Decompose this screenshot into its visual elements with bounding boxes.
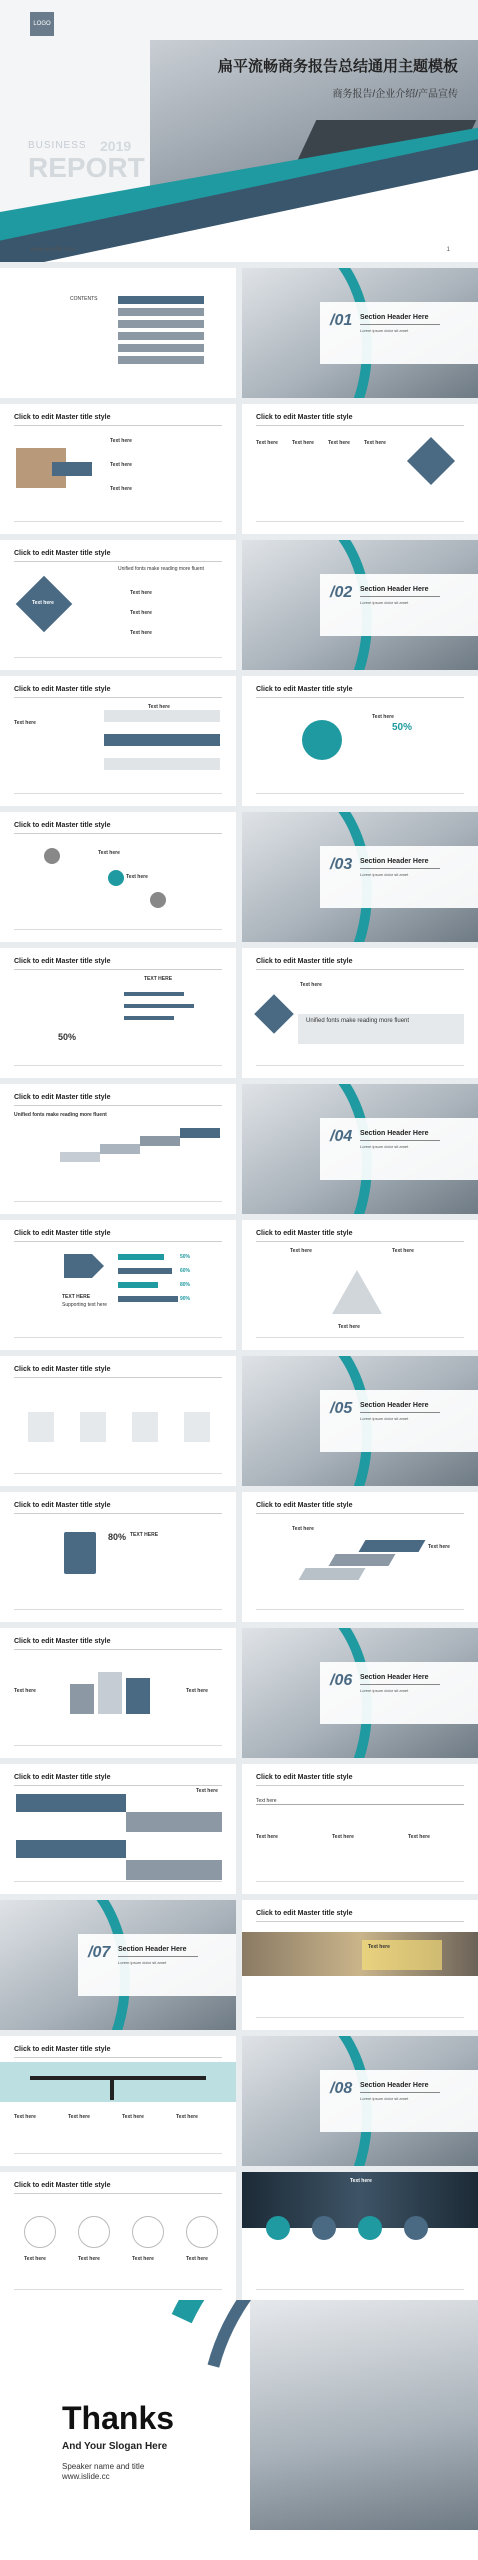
cover-slide [0, 0, 478, 262]
contents-label: CONTENTS [70, 296, 98, 302]
section-slide-1 [242, 268, 478, 398]
section-slide-4: /04 Section Header Here Lorem ipsum dolor sit amet [242, 1084, 478, 1214]
slogan: And Your Slogan Here [62, 2441, 168, 2452]
thanks-slide [0, 2300, 478, 2560]
content-slide-20: Click to edit Master title style Text here Text here Text here Text here [0, 2172, 236, 2302]
content-slide-12: Click to edit Master title style [0, 1356, 236, 1486]
content-slide-14: Click to edit Master title style Text here Text here [242, 1492, 478, 1622]
year-label: 2019 [100, 138, 132, 154]
content-slide-6: Click to edit Master title style Text here Text here [0, 812, 236, 942]
section-header: Section Header Here [360, 314, 429, 321]
cover-url: www.wa328.com [30, 247, 76, 253]
cover-title: 扁平流畅商务报告总结通用主题模板 [217, 58, 458, 75]
website: www.islide.cc [62, 2472, 110, 2481]
cover-page-number: 1 [446, 247, 450, 253]
content-slide-15: Click to edit Master title style Text here Text here [0, 1628, 236, 1758]
section-slide-2: /02 Section Header Here Lorem ipsum dolor sit amet [242, 540, 478, 670]
content-slide-2: Click to edit Master title style Text here Text here Text here Text here [242, 404, 478, 534]
logo: LOGO [30, 12, 54, 36]
content-slide-10: Click to edit Master title style TEXT HERE Supporting text here 50% 60% 80% 90% [0, 1220, 236, 1350]
cover-subtitle: 商务报告/企业介绍/产品宣传 [332, 89, 458, 100]
slide-title: Click to edit Master title style [14, 414, 111, 421]
content-slide-13: Click to edit Master title style 80% TEXT HERE [0, 1492, 236, 1622]
section-slide-6: /06 Section Header Here Lorem ipsum dolor sit amet [242, 1628, 478, 1758]
section-slide-5: /05 Section Header Here Lorem ipsum dolor sit amet [242, 1356, 478, 1486]
speaker: Speaker name and title [62, 2462, 145, 2471]
thanks-title: Thanks [62, 2400, 175, 2436]
content-slide-21: Text here [242, 2172, 478, 2302]
content-slide-16: Click to edit Master title style Text here [0, 1764, 236, 1894]
content-slide-5: Click to edit Master title style 50% Text here [242, 676, 478, 806]
section-slide-8: /08 Section Header Here Lorem ipsum dolor sit amet [242, 2036, 478, 2166]
content-slide-19: Click to edit Master title style Text here Text here Text here Text here [0, 2036, 236, 2166]
content-slide-1: Click to edit Master title style Text here Text here Text here [0, 404, 236, 534]
business-label: BUSINESS [28, 140, 87, 151]
content-slide-11: Click to edit Master title style Text here Text here Text here [242, 1220, 478, 1350]
content-slide-7: Click to edit Master title style TEXT HERE 50% [0, 948, 236, 1078]
report-label: REPORT [28, 152, 145, 183]
content-slide-3: Click to edit Master title style Text here Unified fonts make reading more fluent Text here Text here Text here [0, 540, 236, 670]
section-number: /01 [330, 312, 353, 329]
content-slide-17: Click to edit Master title style Text here Text here Text here Text here [242, 1764, 478, 1894]
content-slide-4: Click to edit Master title style Text here Text here [0, 676, 236, 806]
content-slide-8: Click to edit Master title style Unified fonts make reading more fluent Text here [242, 948, 478, 1078]
contents-slide [0, 268, 236, 398]
section-slide-7: /07 Section Header Here Lorem ipsum dolor sit amet [0, 1900, 236, 2030]
section-slide-3: /03 Section Header Here Lorem ipsum dolor sit amet [242, 812, 478, 942]
section-desc: Lorem ipsum dolor sit amet [360, 328, 409, 333]
content-slide-18: Click to edit Master title style Text here [242, 1900, 478, 2030]
content-slide-9: Click to edit Master title style Unified fonts make reading more fluent [0, 1084, 236, 1214]
